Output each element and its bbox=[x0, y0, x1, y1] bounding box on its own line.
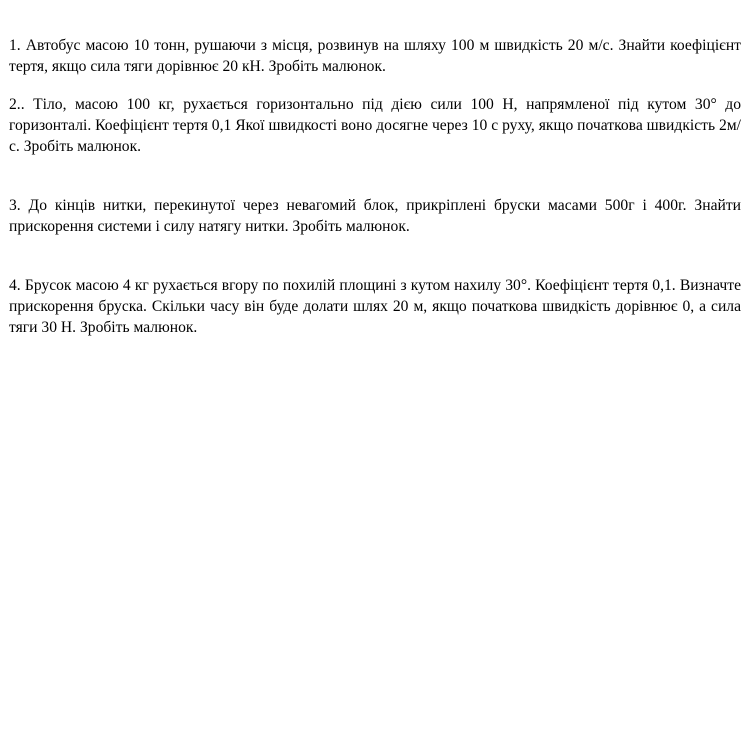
problem-4-text: 4. Брусок масою 4 кг рухається вгору по похилій площині з кутом нахилу 30°. Коефіцієнт тертя 0,1. Визначте прискорення бруска. Скільки часу він буде долати шлях 20 м, якщо початкова швидкість дорівнює 0, а сила тяги 30 Н. Зробіть малюнок. bbox=[9, 277, 741, 336]
problem-1-text: 1. Автобус масою 10 тонн, рушаючи з місця, розвинув на шляху 100 м швидкість 20 м/с. Знайти коефіцієнт тертя, якщо сила тяги дорівнює 20 кН. Зробіть малюнок. bbox=[9, 37, 741, 75]
problem-3-text: 3. До кінців нитки, перекинутої через невагомий блок, прикріплені бруски масами 500г і 400г. Знайти прискорення системи і силу натягу нитки. Зробіть малюнок. bbox=[9, 197, 741, 235]
problem-2-text: 2.. Тіло, масою 100 кг, рухається горизонтально під дією сили 100 Н, напрямленої під кутом 30° до горизонталі. Коефіцієнт тертя 0,1 Якої швидкості воно досягне через 10 с руху, якщо початкова швидкість 2м/с. Зробіть малюнок. bbox=[9, 96, 741, 155]
